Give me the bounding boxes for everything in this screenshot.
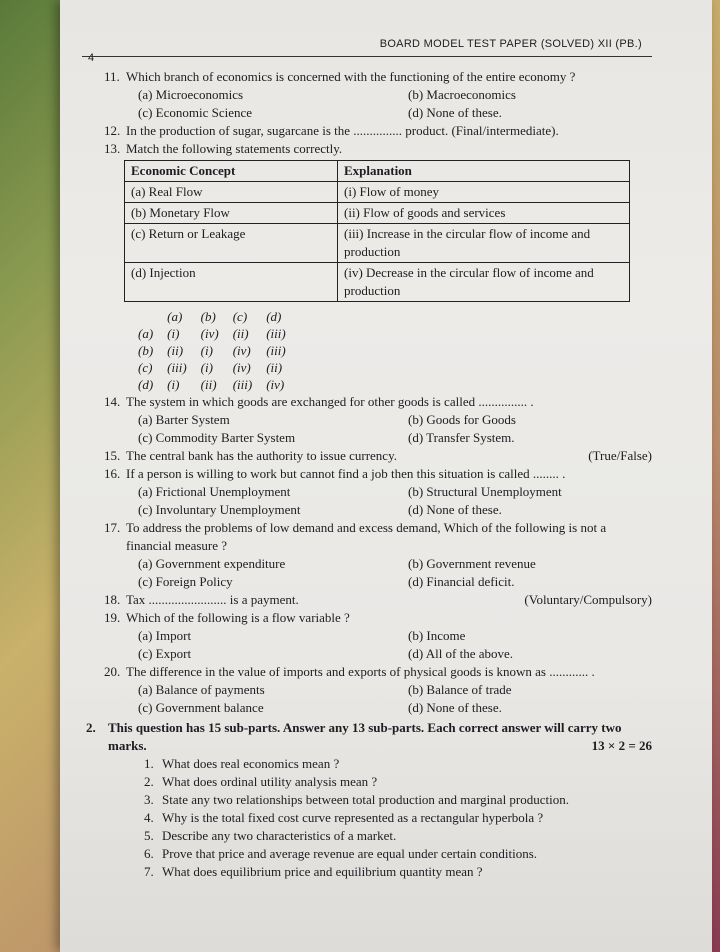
list-item — [144, 827, 652, 845]
codes-cell — [134, 308, 163, 325]
question-11 — [104, 68, 652, 86]
question-13 — [104, 140, 652, 158]
question-15 — [104, 447, 652, 465]
table-cell: (a) Real Flow — [125, 182, 338, 203]
codes-cell: (ii) — [266, 360, 283, 375]
option: (d) All of the above. — [408, 646, 514, 661]
question-20 — [104, 663, 652, 681]
codes-row — [134, 325, 296, 342]
codes-cell: (iv) — [232, 360, 251, 375]
options-17 — [104, 555, 652, 591]
section-2-questions — [104, 755, 652, 881]
question-text: Describe any two characteristics of a market. — [162, 828, 397, 843]
table-cell: (ii) Flow of goods and services — [338, 203, 630, 224]
question-text: Tax ........................ is a payment. — [126, 592, 299, 607]
option: (a) Balance of payments — [138, 682, 265, 697]
codes-row — [134, 376, 296, 393]
codes-cell: (ii) — [232, 326, 249, 341]
codes-cell: (iii) — [266, 343, 286, 358]
option: (a) Barter System — [138, 412, 230, 427]
section-number: 2. — [86, 720, 96, 735]
codes-cell: (a) — [138, 326, 154, 341]
table-cell: (d) Injection — [125, 263, 338, 302]
codes-cell: (i) — [200, 360, 213, 375]
list-item — [144, 755, 652, 773]
codes-cell: (i) — [167, 326, 180, 341]
question-number: 11. — [104, 69, 120, 84]
codes-cell: (iii) — [167, 360, 187, 375]
question-number: 12. — [104, 123, 121, 138]
question-text: What does equilibrium price and equilibrium quantity mean ? — [162, 864, 483, 879]
question-12 — [104, 122, 652, 140]
question-16 — [104, 465, 652, 483]
table-row — [125, 203, 630, 224]
codes-cell: (a) — [167, 309, 183, 324]
codes-cell: (iv) — [232, 343, 251, 358]
codes-cell: (i) — [200, 343, 213, 358]
codes-cell: (d) — [266, 309, 282, 324]
marks-total: 13 × 2 = 26 — [591, 738, 652, 753]
question-text: If a person is willing to work but cannot find a job then this situation is called ........ . — [126, 466, 566, 481]
question-text: The system in which goods are exchanged for other goods is called ............... . — [126, 394, 534, 409]
list-item — [144, 791, 652, 809]
section-instructions: This question has 15 sub-parts. Answer any 13 sub-parts. Each correct answer will carry two marks. — [108, 720, 622, 753]
question-number: 5. — [144, 828, 154, 843]
question-number: 19. — [104, 610, 121, 625]
options-11 — [104, 86, 652, 122]
table-header: Explanation — [338, 161, 630, 182]
answer-choices: (True/False) — [588, 448, 652, 463]
codes-cell: (b) — [200, 309, 216, 324]
section-2-heading — [86, 719, 652, 755]
option: (b) Income — [408, 628, 466, 643]
question-17 — [104, 519, 652, 555]
codes-cell: (ii) — [200, 377, 217, 392]
question-19 — [104, 609, 652, 627]
table-cell: (iii) Increase in the circular flow of income and production — [338, 224, 630, 263]
codes-row — [134, 359, 296, 376]
question-text: What does real economics mean ? — [162, 756, 340, 771]
list-item — [144, 863, 652, 881]
question-text: State any two relationships between total production and marginal production. — [162, 792, 569, 807]
list-item — [144, 809, 652, 827]
question-number: 15. — [104, 448, 121, 463]
option: (d) Financial deficit. — [408, 574, 515, 589]
question-text: Match the following statements correctly. — [126, 141, 343, 156]
codes-cell: (iv) — [266, 377, 285, 392]
table-header: Economic Concept — [125, 161, 338, 182]
option: (c) Government balance — [138, 700, 264, 715]
list-item — [144, 773, 652, 791]
table-row — [125, 224, 630, 263]
option: (d) Transfer System. — [408, 430, 515, 445]
option: (d) None of these. — [408, 105, 502, 120]
codes-cell: (c) — [232, 309, 248, 324]
question-number: 3. — [144, 792, 154, 807]
option: (d) None of these. — [408, 502, 502, 517]
options-14 — [104, 411, 652, 447]
question-content — [86, 68, 652, 881]
question-text: In the production of sugar, sugarcane is the ............... product. (Final/intermediate). — [126, 123, 559, 138]
question-number: 4. — [144, 810, 154, 825]
match-table — [124, 160, 630, 302]
options-16 — [104, 483, 652, 519]
table-cell: (iv) Decrease in the circular flow of income and production — [338, 263, 630, 302]
running-title: BOARD MODEL TEST PAPER (SOLVED) XII (PB.) — [379, 38, 642, 50]
answer-codes — [134, 308, 296, 393]
table-cell: (c) Return or Leakage — [125, 224, 338, 263]
codes-cell: (iv) — [200, 326, 219, 341]
codes-cell: (i) — [167, 377, 180, 392]
table-cell: (i) Flow of money — [338, 182, 630, 203]
option: (c) Export — [138, 646, 192, 661]
question-number: 14. — [104, 394, 121, 409]
exam-page — [60, 0, 712, 952]
option: (a) Government expenditure — [138, 556, 286, 571]
options-19 — [104, 627, 652, 663]
question-text: The difference in the value of imports and exports of physical goods is known as ............ . — [126, 664, 595, 679]
question-number: 1. — [144, 756, 154, 771]
codes-header-row — [134, 308, 296, 325]
option: (a) Import — [138, 628, 192, 643]
option: (b) Macroeconomics — [408, 87, 516, 102]
table-row — [125, 263, 630, 302]
option: (b) Structural Unemployment — [408, 484, 562, 499]
option: (b) Balance of trade — [408, 682, 512, 697]
options-20 — [104, 681, 652, 717]
question-18 — [104, 591, 652, 609]
question-text: To address the problems of low demand and excess demand, Which of the following is not a financial measure ? — [126, 520, 607, 553]
codes-row — [134, 342, 296, 359]
option: (a) Frictional Unemployment — [138, 484, 291, 499]
codes-cell: (iii) — [266, 326, 286, 341]
page-number: 4 — [88, 52, 95, 64]
table-cell: (b) Monetary Flow — [125, 203, 338, 224]
option: (b) Goods for Goods — [408, 412, 516, 427]
question-text: What does ordinal utility analysis mean ? — [162, 774, 378, 789]
question-text: Prove that price and average revenue are equal under certain conditions. — [162, 846, 538, 861]
question-number: 17. — [104, 520, 121, 535]
option: (c) Involuntary Unemployment — [138, 502, 301, 517]
option: (b) Government revenue — [408, 556, 536, 571]
codes-cell: (iii) — [232, 377, 253, 392]
question-number: 18. — [104, 592, 121, 607]
codes-cell: (ii) — [167, 343, 184, 358]
header-rule — [82, 56, 652, 57]
question-text: Which branch of economics is concerned with the functioning of the entire economy ? — [126, 69, 576, 84]
answer-choices: (Voluntary/Compulsory) — [524, 592, 652, 607]
codes-cell: (b) — [138, 343, 154, 358]
question-number: 16. — [104, 466, 121, 481]
option: (c) Economic Science — [138, 105, 253, 120]
question-number: 20. — [104, 664, 121, 679]
question-text: Why is the total fixed cost curve represented as a rectangular hyperbola ? — [162, 810, 544, 825]
option: (a) Microeconomics — [138, 87, 244, 102]
option: (d) None of these. — [408, 700, 502, 715]
codes-cell: (c) — [138, 360, 153, 375]
question-number: 7. — [144, 864, 154, 879]
question-text: Which of the following is a flow variable ? — [126, 610, 350, 625]
list-item — [144, 845, 652, 863]
question-14 — [104, 393, 652, 411]
question-text: The central bank has the authority to issue currency. — [126, 448, 397, 463]
codes-cell: (d) — [138, 377, 154, 392]
question-number: 13. — [104, 141, 121, 156]
option: (c) Foreign Policy — [138, 574, 233, 589]
option: (c) Commodity Barter System — [138, 430, 296, 445]
question-number: 6. — [144, 846, 154, 861]
question-number: 2. — [144, 774, 154, 789]
table-row — [125, 182, 630, 203]
